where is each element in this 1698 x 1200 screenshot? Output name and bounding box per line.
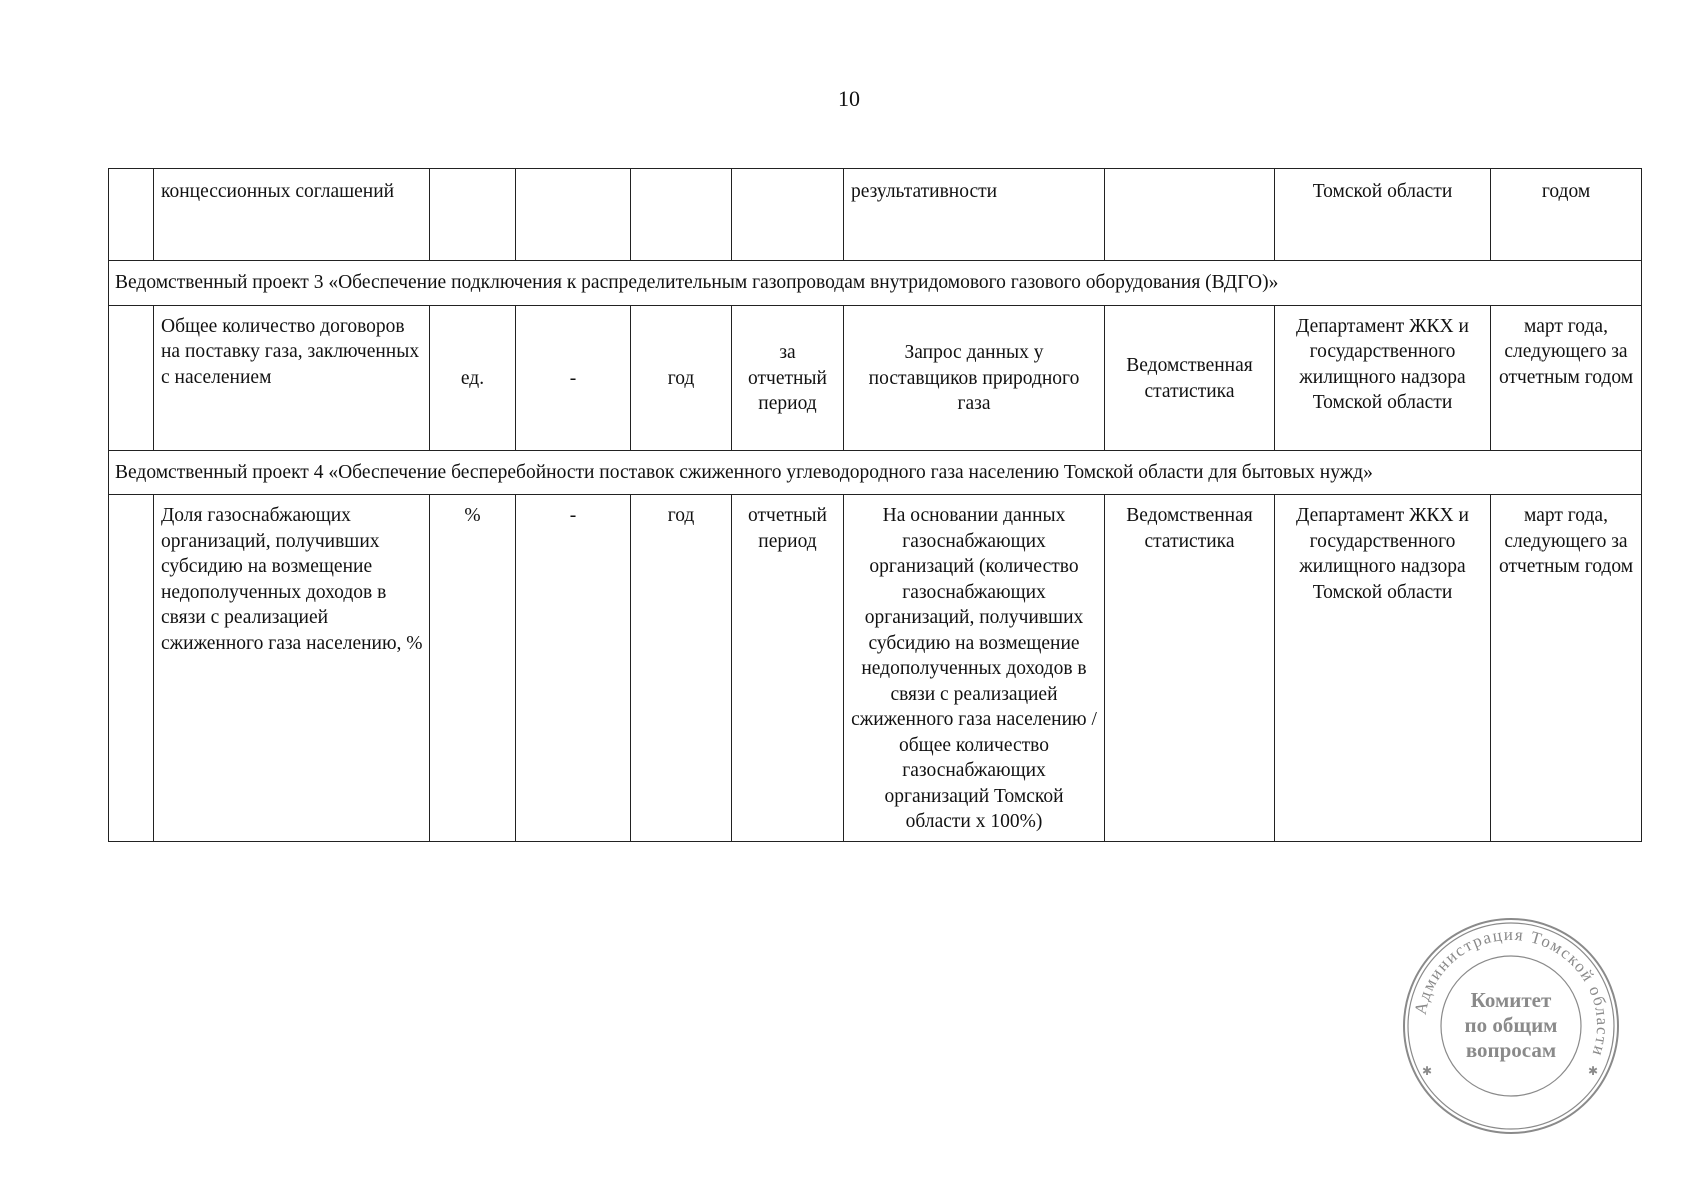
table-cell-source: Ведомственная статистика xyxy=(1105,305,1275,450)
table-cell-method: На основании данных газоснабжающих организаций (количество газоснабжающих организаций, получивших субсидию на возмещение недополученных доходов в связи с реализацией сжиженного газа населению / общее количество газоснабжающих организаций Томской области х 100%) xyxy=(844,495,1105,842)
seal-center-line-3: вопросам xyxy=(1465,1038,1557,1062)
seal-center-line-1: Комитет xyxy=(1470,988,1552,1012)
table-cell-number xyxy=(109,169,154,261)
table-cell-number xyxy=(109,495,154,842)
seal-star-right: ✱ xyxy=(1588,1064,1599,1078)
indicators-table xyxy=(108,168,1642,842)
table-cell-responsible: Томской области xyxy=(1275,169,1491,261)
table-cell-algorithm: - xyxy=(516,305,631,450)
section-row xyxy=(109,261,1642,306)
table-cell-time: за отчетный период xyxy=(732,305,844,450)
table-cell-source: Ведомственная статистика xyxy=(1105,495,1275,842)
table-cell-unit xyxy=(430,169,516,261)
table-cell-periodicity xyxy=(631,169,732,261)
table-cell-periodicity: год xyxy=(631,305,732,450)
table-cell-indicator: Общее количество договоров на поставку газа, заключенных с населением xyxy=(154,305,430,450)
table-cell-deadline: годом xyxy=(1491,169,1642,261)
table-cell-time xyxy=(732,169,844,261)
table-row xyxy=(109,495,1642,842)
table-cell-unit: % xyxy=(430,495,516,842)
official-seal xyxy=(1400,915,1622,1137)
page-number: 10 xyxy=(838,86,860,111)
section-title-3: Ведомственный проект 3 «Обеспечение подключения к распределительным газопроводам внутридомового газового оборудования (ВДГО)» xyxy=(109,261,1642,306)
table-row xyxy=(109,305,1642,450)
table-row xyxy=(109,169,1642,261)
seal-star-left: ✱ xyxy=(1422,1064,1433,1078)
table-cell-unit: ед. xyxy=(430,305,516,450)
table-cell-responsible: Департамент ЖКХ и государственного жилищного надзора Томской области xyxy=(1275,305,1491,450)
table-cell-responsible: Департамент ЖКХ и государственного жилищного надзора Томской области xyxy=(1275,495,1491,842)
table-cell-number xyxy=(109,305,154,450)
table-cell-indicator: концессионных соглашений xyxy=(154,169,430,261)
table-cell-source xyxy=(1105,169,1275,261)
seal-ring-text-path: Администрация Томской области xyxy=(1410,924,1613,1060)
table-cell-algorithm xyxy=(516,169,631,261)
table-cell-indicator: Доля газоснабжающих организаций, получивших субсидию на возмещение недополученных доходов в связи с реализацией сжиженного газа населению, % xyxy=(154,495,430,842)
table-cell-periodicity: год xyxy=(631,495,732,842)
table-cell-method: Запрос данных у поставщиков природного газа xyxy=(844,305,1105,450)
table-cell-method: результативности xyxy=(844,169,1105,261)
table-cell-deadline: март года, следующего за отчетным годом xyxy=(1491,495,1642,842)
table-cell-algorithm: - xyxy=(516,495,631,842)
section-row xyxy=(109,450,1642,495)
table-cell-time: отчетный период xyxy=(732,495,844,842)
seal-graphic xyxy=(1400,915,1622,1137)
seal-center-line-2: по общим xyxy=(1464,1013,1558,1037)
table-cell-deadline: март года, следующего за отчетным годом xyxy=(1491,305,1642,450)
section-title-4: Ведомственный проект 4 «Обеспечение бесперебойности поставок сжиженного углеводородного газа населению Томской области для бытовых нужд» xyxy=(109,450,1642,495)
